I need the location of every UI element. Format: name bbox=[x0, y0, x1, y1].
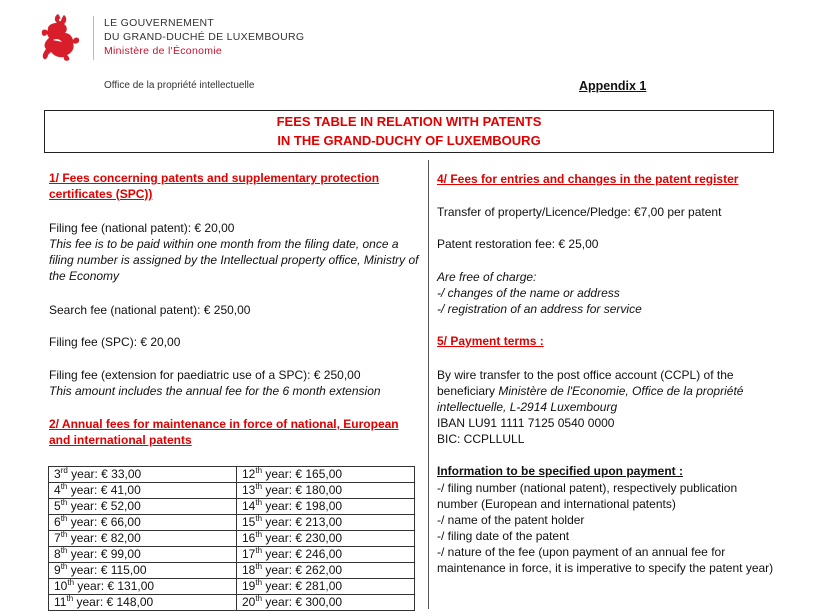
ordinal-suffix: th bbox=[60, 546, 68, 555]
paediatric-extension-fee: Filing fee (extension for paediatric use of a SPC): € 250,00 bbox=[49, 368, 361, 382]
ordinal-suffix: th bbox=[255, 482, 263, 491]
section-1-heading: 1/ Fees concerning patents and supplementary protection certificates (SPC)) bbox=[49, 171, 380, 201]
wire-transfer-line-1: By wire transfer to the post office account (CCPL) of the bbox=[437, 368, 734, 382]
header-divider bbox=[93, 16, 94, 60]
ordinal-suffix: th bbox=[60, 498, 68, 507]
table-row bbox=[49, 595, 415, 611]
table-row bbox=[49, 499, 415, 515]
payment-info-list bbox=[437, 480, 807, 576]
fee-amount: year: € 180,00 bbox=[262, 483, 343, 497]
bic: BIC: CCPLLULL bbox=[437, 432, 525, 446]
year-number: 5 bbox=[54, 499, 61, 513]
year-number: 4 bbox=[54, 483, 61, 497]
ordinal-suffix: th bbox=[255, 498, 263, 507]
year-number: 6 bbox=[54, 515, 61, 529]
table-row bbox=[49, 547, 415, 563]
fee-amount: year: € 33,00 bbox=[67, 467, 142, 481]
appendix-label: Appendix 1 bbox=[579, 79, 647, 93]
free-item-1: -/ changes of the name or address bbox=[437, 286, 620, 300]
ordinal-suffix: th bbox=[255, 466, 263, 475]
ordinal-suffix: th bbox=[255, 530, 263, 539]
fee-cell bbox=[49, 483, 237, 499]
ordinal-suffix: rd bbox=[60, 466, 68, 475]
fee-cell bbox=[237, 595, 415, 611]
fee-cell bbox=[49, 499, 237, 515]
filing-fee-note: This fee is to be paid within one month from the filing date, once a filing number is assigned by the Intellectual property office, Ministry of the Economy bbox=[49, 237, 419, 283]
table-row bbox=[49, 515, 415, 531]
fee-amount: year: € 148,00 bbox=[73, 595, 154, 609]
search-fee: Search fee (national patent): € 250,00 bbox=[49, 303, 251, 317]
gov-line-1: LE GOUVERNEMENT bbox=[104, 17, 215, 29]
fee-amount: year: € 52,00 bbox=[67, 499, 141, 513]
fee-cell bbox=[237, 531, 415, 547]
fee-cell bbox=[237, 499, 415, 515]
ordinal-suffix: th bbox=[60, 562, 68, 571]
year-number: 9 bbox=[54, 563, 61, 577]
title-line-2: IN THE GRAND-DUCHY OF LUXEMBOURG bbox=[277, 133, 541, 148]
year-number: 7 bbox=[54, 531, 61, 545]
payment-info-line: -/ name of the patent holder bbox=[437, 513, 585, 527]
ordinal-suffix: th bbox=[255, 562, 263, 571]
fee-cell bbox=[49, 547, 237, 563]
iban: IBAN LU91 1111 7125 0540 0000 bbox=[437, 416, 615, 430]
payment-info-line: -/ filing date of the patent bbox=[437, 529, 570, 543]
table-row bbox=[49, 531, 415, 547]
free-item-2: -/ registration of an address for service bbox=[437, 302, 642, 316]
fee-amount: year: € 281,00 bbox=[262, 579, 343, 593]
ordinal-suffix: th bbox=[67, 578, 75, 587]
year-number: 8 bbox=[54, 547, 61, 561]
section-5-heading: 5/ Payment terms : bbox=[437, 334, 544, 348]
ordinal-suffix: th bbox=[60, 530, 68, 539]
fee-cell bbox=[49, 467, 237, 483]
fee-cell bbox=[237, 467, 415, 483]
table-row bbox=[49, 467, 415, 483]
year-number: 14 bbox=[242, 499, 256, 513]
ordinal-suffix: th bbox=[60, 514, 68, 523]
section-4-heading: 4/ Fees for entries and changes in the patent register bbox=[437, 172, 739, 186]
year-number: 20 bbox=[242, 595, 256, 609]
fee-amount: year: € 165,00 bbox=[262, 467, 343, 481]
beneficiary-label: beneficiary bbox=[437, 384, 499, 398]
free-of-charge-heading: Are free of charge: bbox=[437, 270, 537, 284]
fee-cell bbox=[49, 531, 237, 547]
fee-amount: year: € 300,00 bbox=[262, 595, 343, 609]
year-number: 18 bbox=[242, 563, 256, 577]
payment-info-line: -/ filing number (national patent), respectively publication bbox=[437, 481, 738, 495]
column-divider bbox=[428, 160, 429, 609]
gov-line-2: DU GRAND-DUCHÉ DE LUXEMBOURG bbox=[104, 31, 305, 43]
fee-cell bbox=[237, 579, 415, 595]
year-number: 12 bbox=[242, 467, 256, 481]
fee-amount: year: € 213,00 bbox=[262, 515, 343, 529]
fee-amount: year: € 198,00 bbox=[262, 499, 343, 513]
year-number: 11 bbox=[54, 595, 67, 609]
fee-cell bbox=[237, 547, 415, 563]
payment-info-line: -/ nature of the fee (upon payment of an annual fee for bbox=[437, 545, 726, 559]
year-number: 17 bbox=[242, 547, 256, 561]
fee-amount: year: € 230,00 bbox=[262, 531, 343, 545]
fee-amount: year: € 246,00 bbox=[262, 547, 343, 561]
fee-amount: year: € 66,00 bbox=[67, 515, 141, 529]
fee-amount: year: € 41,00 bbox=[67, 483, 141, 497]
table-row bbox=[49, 563, 415, 579]
year-number: 13 bbox=[242, 483, 256, 497]
document-title bbox=[44, 112, 774, 150]
filing-fee-national: Filing fee (national patent): € 20,00 bbox=[49, 221, 235, 235]
fee-amount: year: € 262,00 bbox=[262, 563, 343, 577]
fee-cell bbox=[237, 563, 415, 579]
wire-transfer-line-2 bbox=[437, 383, 743, 399]
ordinal-suffix: th bbox=[60, 482, 68, 491]
fee-cell bbox=[237, 483, 415, 499]
fee-amount: year: € 99,00 bbox=[67, 547, 141, 561]
year-number: 10 bbox=[54, 579, 68, 593]
beneficiary-name: Ministère de l'Economie, Office de la propriété bbox=[498, 384, 744, 398]
payment-info-line: maintenance in force, it is imperative to specify the patent year) bbox=[437, 561, 774, 575]
ordinal-suffix: th bbox=[255, 594, 263, 603]
government-name bbox=[104, 16, 304, 58]
wire-transfer-line-3: intellectuelle, L-2914 Luxembourg bbox=[437, 400, 618, 414]
title-line-1: FEES TABLE IN RELATION WITH PATENTS bbox=[276, 114, 542, 129]
table-row bbox=[49, 579, 415, 595]
transfer-fee: Transfer of property/Licence/Pledge: €7,00 per patent bbox=[437, 205, 722, 219]
year-number: 15 bbox=[242, 515, 256, 529]
ordinal-suffix: th bbox=[255, 578, 263, 587]
office-name: Office de la propriété intellectuelle bbox=[104, 80, 255, 91]
ministry-name: Ministère de l'Économie bbox=[104, 45, 223, 57]
payment-info-heading: Information to be specified upon payment : bbox=[437, 464, 684, 478]
fee-cell bbox=[49, 595, 237, 611]
annual-fees-table bbox=[48, 466, 415, 611]
ordinal-suffix: th bbox=[255, 514, 263, 523]
ordinal-suffix: th bbox=[255, 546, 263, 555]
table-row bbox=[49, 483, 415, 499]
payment-info-line: number (European and international patents) bbox=[437, 497, 676, 511]
fee-amount: year: € 115,00 bbox=[67, 563, 147, 577]
year-number: 3 bbox=[54, 467, 61, 481]
ordinal-suffix: th bbox=[66, 594, 74, 603]
year-number: 16 bbox=[242, 531, 256, 545]
fee-amount: year: € 131,00 bbox=[74, 579, 155, 593]
extension-fee-note: This amount includes the annual fee for the 6 month extension bbox=[49, 384, 381, 398]
fee-cell bbox=[237, 515, 415, 531]
fee-amount: year: € 82,00 bbox=[67, 531, 141, 545]
lion-emblem-icon bbox=[38, 12, 82, 62]
fee-cell bbox=[49, 515, 237, 531]
fee-cell bbox=[49, 579, 237, 595]
section-2-heading: 2/ Annual fees for maintenance in force of national, European and international patents bbox=[49, 417, 399, 447]
restoration-fee: Patent restoration fee: € 25,00 bbox=[437, 237, 599, 251]
spc-filing-fee: Filing fee (SPC): € 20,00 bbox=[49, 335, 181, 349]
year-number: 19 bbox=[242, 579, 256, 593]
fee-cell bbox=[49, 563, 237, 579]
